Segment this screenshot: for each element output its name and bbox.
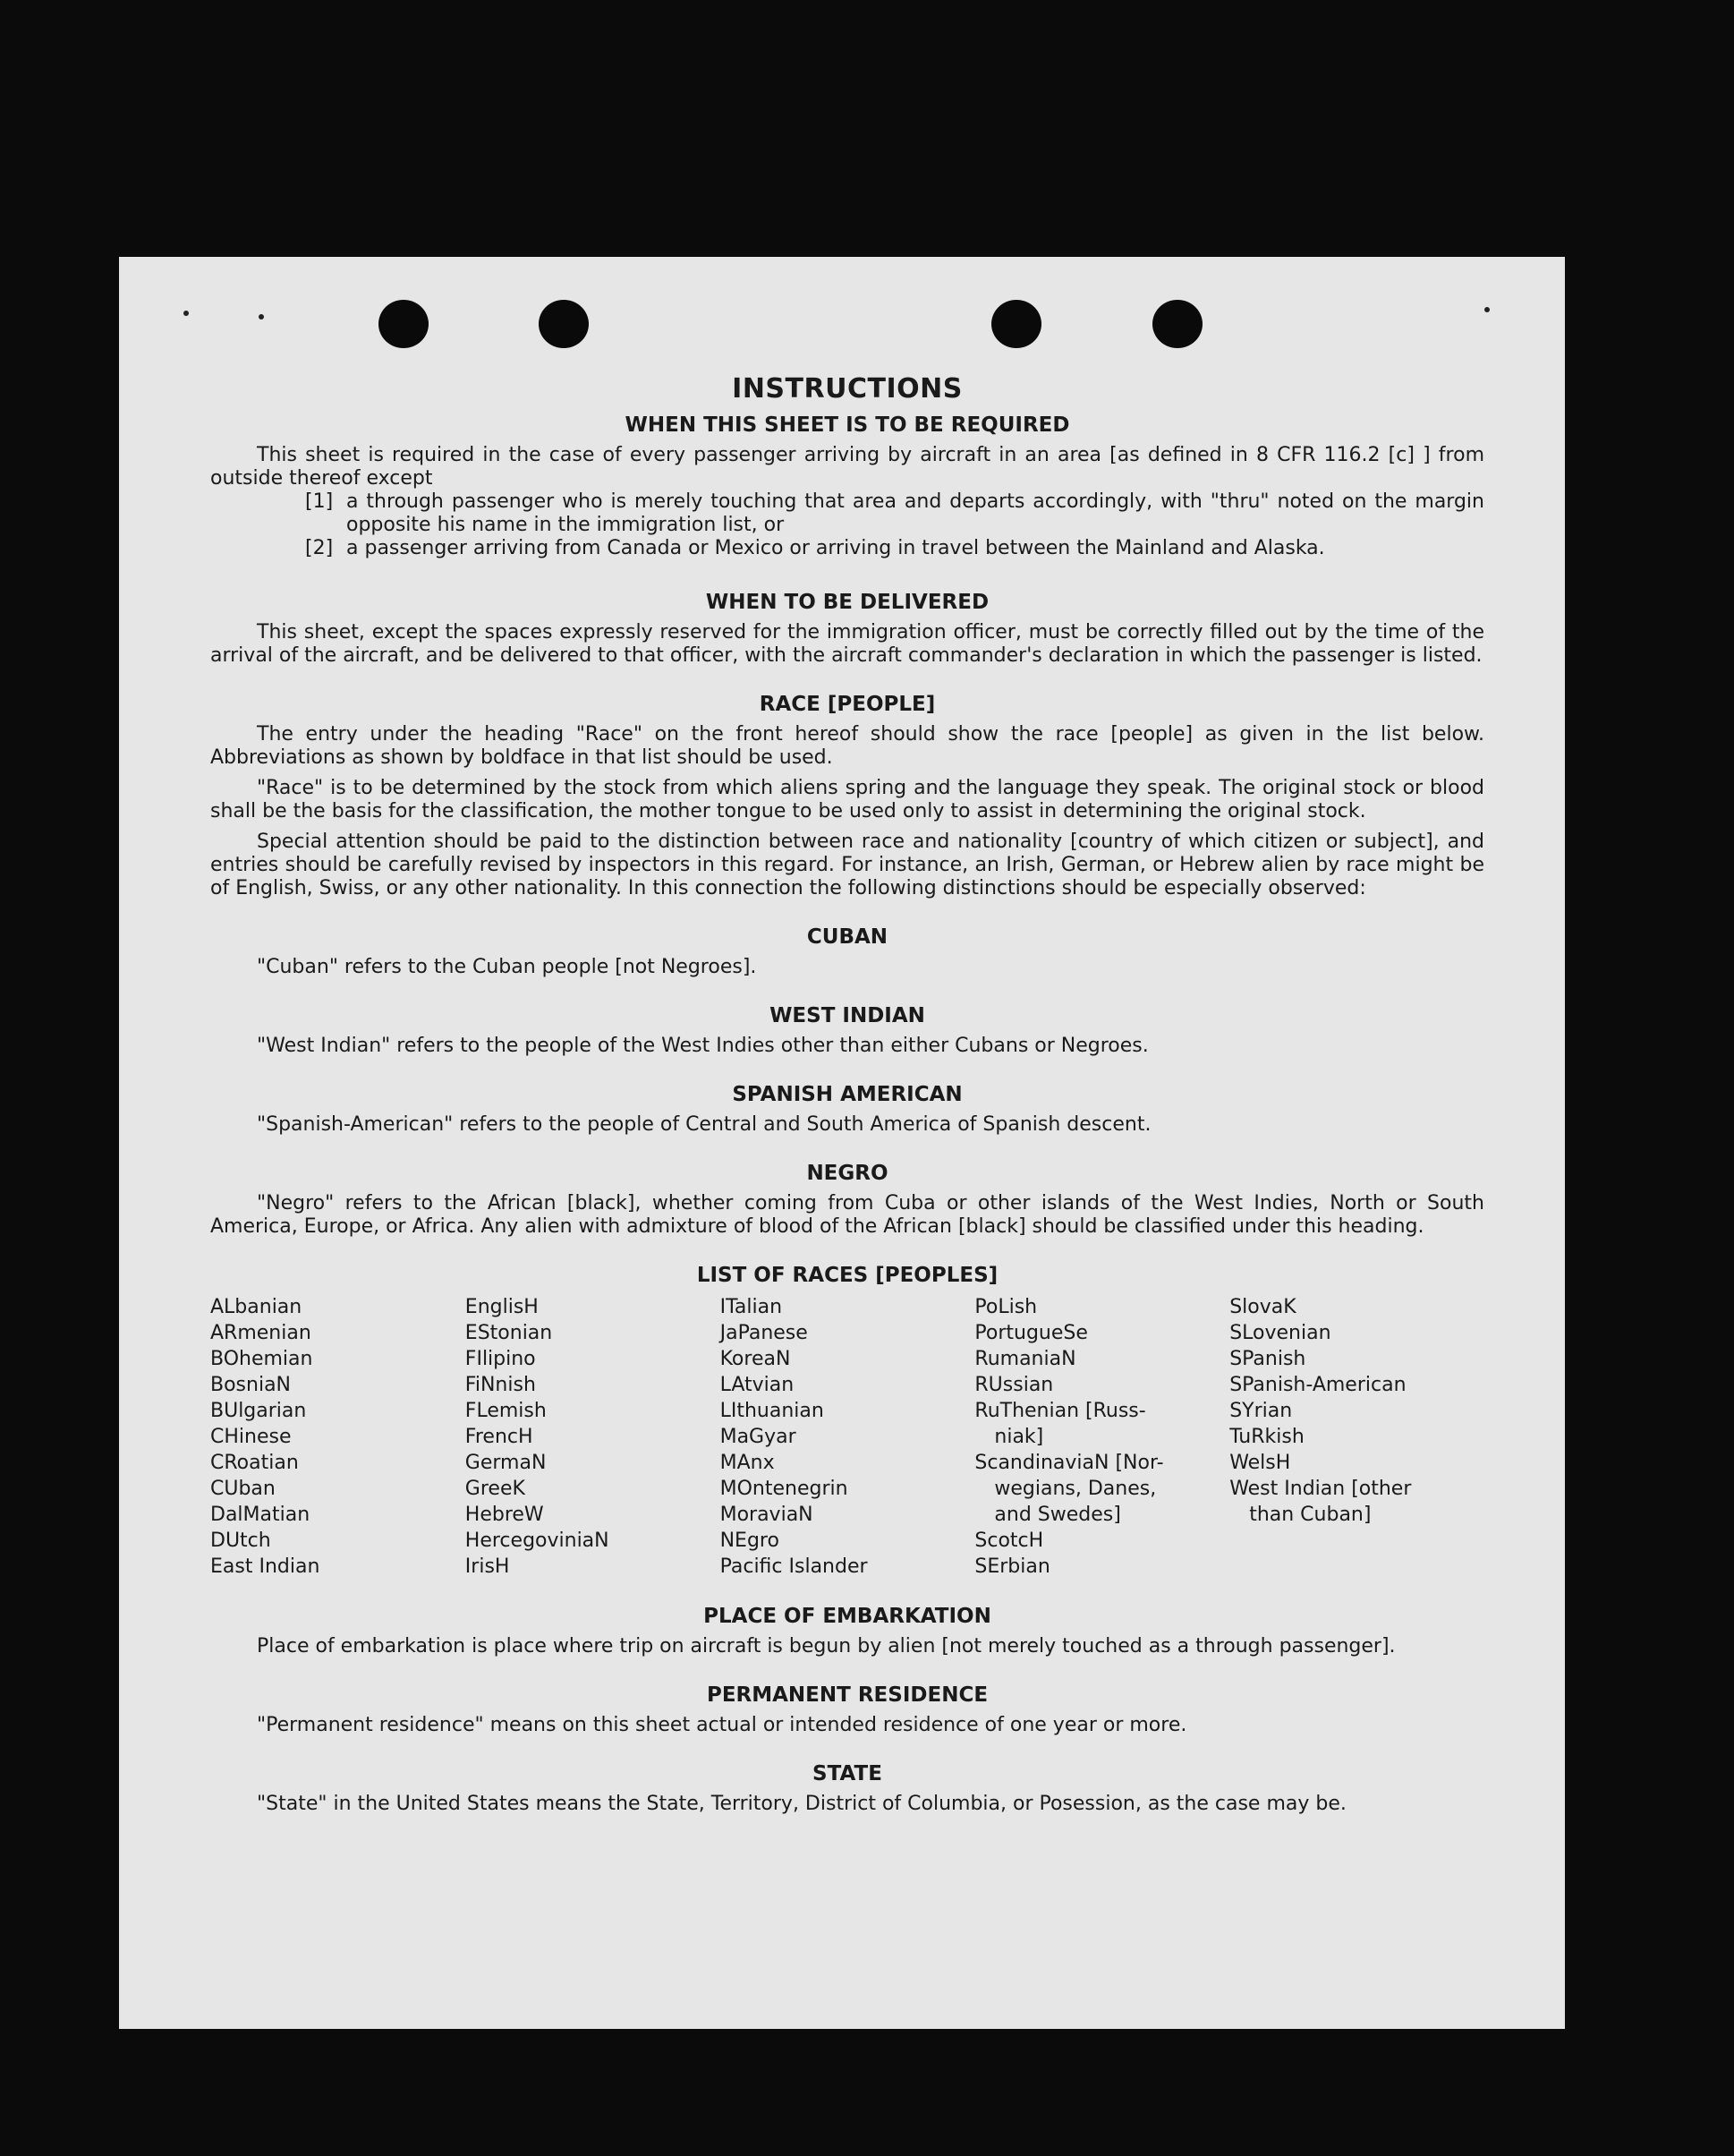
race-entry: TuRkish <box>1229 1426 1305 1448</box>
races-column <box>974 1294 1229 1580</box>
race-entry: IrisH <box>464 1555 510 1578</box>
heading-negro: NEGRO <box>806 1162 888 1185</box>
race-entry: EnglisH <box>464 1296 539 1318</box>
race-entry: FLemish <box>464 1400 547 1422</box>
embarkation-text: Place of embarkation is place where trip on aircraft is begun by alien [not merely touched as a through passenger]. <box>257 1635 1396 1657</box>
race-entry: GreeK <box>464 1478 525 1500</box>
race-paragraph-1: The entry under the heading "Race" on the front hereof should show the race [people] as given in the list below. Abbreviations as shown by boldface in that list should be used. <box>210 723 1484 769</box>
heading-when-delivered: WHEN TO BE DELIVERED <box>705 591 990 614</box>
race-entry: HercegoviniaN <box>464 1530 609 1552</box>
race-paragraph-3: Special attention should be paid to the distinction between race and nationality [country of which citizen or subject], and entries should be carefully revised by inspectors in this regard. For instance, an Irish, German, or Hebrew alien by race might be of English, Swiss, or any other nationality. In this connection the following distinctions should be especially observed: <box>210 831 1484 899</box>
race-entry: RuThenian [Russ- <box>974 1400 1146 1422</box>
punch-hole <box>1152 300 1203 348</box>
race-entry: CHinese <box>210 1426 292 1448</box>
race-entry: BosniaN <box>210 1374 292 1396</box>
punch-hole <box>539 300 589 348</box>
race-entry: RUssian <box>974 1374 1054 1396</box>
race-entry: SPanish-American <box>1229 1374 1407 1396</box>
negro-text: "Negro" refers to the African [black], whether coming from Cuba or other islands of the West Indies, North or South America, Europe, or Africa. Any alien with admixture of blood of the African [black] should be classified under this heading. <box>210 1192 1484 1238</box>
race-entry: ScandinaviaN [Nor- <box>974 1452 1164 1474</box>
race-entry: PortugueSe <box>974 1322 1088 1344</box>
when-delivered-text: This sheet, except the spaces expressly reserved for the immigration officer, must be correctly filled out by the time of the arrival of the aircraft, and be delivered to that officer, with the aircraft commander's declaration in which the passenger is listed. <box>210 621 1484 667</box>
item-text: a passenger arriving from Canada or Mexico or arriving in travel between the Mainland and Alaska. <box>346 537 1325 559</box>
race-entry: CUban <box>210 1478 276 1500</box>
punch-hole <box>991 300 1041 348</box>
race-paragraph-2: "Race" is to be determined by the stock from which aliens spring and the language they speak. The original stock or blood shall be the basis for the classification, the mother tongue to be used only to assist in determining the original stock. <box>210 777 1484 822</box>
race-entry: HebreW <box>464 1504 544 1526</box>
race-entry: West Indian [other <box>1229 1478 1412 1500</box>
race-entry: PoLish <box>974 1296 1038 1318</box>
race-entry: MAnx <box>719 1452 775 1474</box>
races-list <box>210 1294 1484 1580</box>
state-text: "State" in the United States means the State, Territory, District of Columbia, or Posession, as the case may be. <box>257 1793 1347 1815</box>
races-column <box>720 1294 975 1580</box>
race-entry: ARmenian <box>210 1322 311 1344</box>
heading-cuban: CUBAN <box>806 925 888 949</box>
race-entry: MoraviaN <box>719 1504 813 1526</box>
race-entry: SYrian <box>1229 1400 1293 1422</box>
residence-text: "Permanent residence" means on this sheet actual or intended residence of one year or more. <box>257 1714 1187 1736</box>
heading-residence: PERMANENT RESIDENCE <box>706 1683 989 1707</box>
race-entry: DUtch <box>210 1530 271 1552</box>
race-entry: ScotcH <box>974 1530 1044 1552</box>
heading-list-of-races: LIST OF RACES [PEOPLES] <box>696 1264 999 1287</box>
item-text: a through passenger who is merely touching that area and departs accordingly, with "thru" noted on the margin opposite his name in the immigration list, or <box>346 490 1484 536</box>
heading-west-indian: WEST INDIAN <box>769 1004 925 1027</box>
west-indian-text: "West Indian" refers to the people of the West Indies other than either Cubans or Negroes. <box>257 1035 1149 1057</box>
race-entry: FrencH <box>464 1426 533 1448</box>
exception-item <box>305 490 1484 537</box>
heading-embarkation: PLACE OF EMBARKATION <box>703 1605 991 1628</box>
races-column <box>210 1294 465 1580</box>
races-column <box>1229 1294 1484 1580</box>
exception-item <box>305 537 1484 560</box>
cuban-text: "Cuban" refers to the Cuban people [not Negroes]. <box>257 956 757 978</box>
race-entry: LAtvian <box>719 1374 795 1396</box>
race-entry: EStonian <box>464 1322 553 1344</box>
race-entry: WelsH <box>1229 1452 1291 1474</box>
heading-state: STATE <box>812 1762 882 1785</box>
race-entry: than Cuban] <box>1249 1504 1372 1526</box>
race-entry: RumaniaN <box>974 1348 1076 1370</box>
race-entry: SLovenian <box>1229 1322 1331 1344</box>
race-entry: SlovaK <box>1229 1296 1296 1318</box>
item-number: [1] <box>305 490 334 513</box>
page-title: INSTRUCTIONS <box>732 373 963 405</box>
race-entry: KoreaN <box>719 1348 791 1370</box>
speck <box>1484 307 1490 312</box>
race-entry: FIlipino <box>464 1348 536 1370</box>
when-required-intro: This sheet is required in the case of every passenger arriving by aircraft in an area [as defined in 8 CFR 116.2 [c] ] from outside thereof except <box>210 444 1484 490</box>
race-entry: ALbanian <box>210 1296 302 1318</box>
punch-hole <box>378 300 429 348</box>
race-entry: CRoatian <box>210 1452 299 1474</box>
race-entry: DalMatian <box>210 1504 310 1526</box>
races-column <box>465 1294 720 1580</box>
document-sheet <box>119 257 1565 2029</box>
instructions-content <box>210 373 1484 1816</box>
race-entry: LIthuanian <box>719 1400 824 1422</box>
race-entry: FiNnish <box>464 1374 536 1396</box>
race-entry: and Swedes] <box>994 1504 1121 1526</box>
race-entry: wegians, Danes, <box>994 1478 1157 1500</box>
race-entry: East Indian <box>210 1555 320 1578</box>
speck <box>183 311 189 316</box>
race-entry: MOntenegrin <box>719 1478 848 1500</box>
race-entry: JaPanese <box>719 1322 808 1344</box>
race-entry: niak] <box>994 1426 1044 1448</box>
race-entry: ITalian <box>719 1296 783 1318</box>
race-entry: GermaN <box>464 1452 547 1474</box>
race-entry: SPanish <box>1229 1348 1306 1370</box>
race-entry: Pacific Islander <box>719 1555 868 1578</box>
race-entry: BUlgarian <box>210 1400 307 1422</box>
heading-race: RACE [PEOPLE] <box>759 693 936 716</box>
race-entry: BOhemian <box>210 1348 313 1370</box>
heading-when-required: WHEN THIS SHEET IS TO BE REQUIRED <box>625 413 1070 437</box>
heading-spanish-american: SPANISH AMERICAN <box>732 1083 963 1106</box>
race-entry: SErbian <box>974 1555 1050 1578</box>
item-number: [2] <box>305 537 334 559</box>
race-entry: MaGyar <box>719 1426 796 1448</box>
spanish-american-text: "Spanish-American" refers to the people of Central and South America of Spanish descent. <box>257 1113 1152 1136</box>
race-entry: NEgro <box>719 1530 779 1552</box>
speck <box>259 314 264 320</box>
